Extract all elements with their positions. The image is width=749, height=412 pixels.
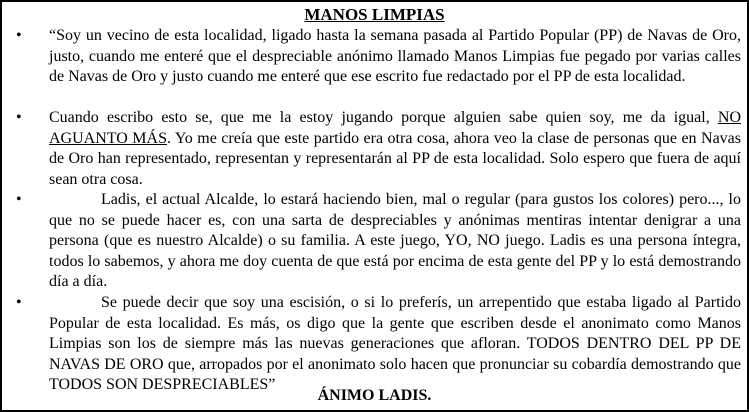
- bullet-2: •: [16, 109, 22, 126]
- paragraph-1: “Soy un vecino de esta localidad, ligado hasta la semana pasada al Partido Popular (PP) de Navas de Oro, justo, cuando me enteré que el despreciable anónimo llamado Manos Limpias fue pegado por varias calles de Navas de Oro y justo cuando me enteré que ese escrito fue redactado por el PP de esta localidad.: [49, 27, 741, 85]
- paragraph-3-text: Ladis, el actual Alcalde, lo estará haciendo bien, mal o regular (para gustos los colores) pero..., lo que no se puede hacer es, con una sarta de despreciables y anónimas mentiras intentar denigrar a una persona (que es nuestro Alcalde) o su familia. A este juego, YO, NO juego. Ladis es una persona íntegra, todos lo sabemos, y ahora me doy cuenta de que está por encima de esta gente del PP y lo está demostrando día a día.: [49, 191, 741, 290]
- paragraph-2: [49, 108, 741, 190]
- paragraph-2-text-a: Cuando escribo esto se, que me la estoy jugando porque alguien sabe quien soy, me da igual,: [49, 109, 718, 126]
- paragraph-4-text: Se puede decir que soy una escisión, o si lo preferís, un arrepentido que estaba ligado al Partido Popular de esta localidad. Es más, os digo que la gente que escriben desde el anonimato como Manos Limpias son los de siempre más las nuevas generaciones que afloran. TODOS DENTRO DEL PP DE NAVAS DE ORO que, arropados por el anonimato solo hacen que pronunciar su cobardía demostrando que TODOS SON DESPRECIABLES”: [49, 294, 741, 393]
- bullet-1: •: [16, 27, 22, 44]
- paragraph-2-underlined: NO AGUANTO MÁS: [49, 109, 741, 147]
- paragraph-2-text-b: . Yo me creía que este partido era otra cosa, ahora veo la clase de personas que en Navas de Oro han representado, representan y representarán al PP de esta localidad. Solo espero que fuera de aquí sean otra cosa.: [49, 129, 741, 188]
- paragraph-4: [49, 293, 741, 396]
- document-title: MANOS LIMPIAS: [304, 5, 445, 24]
- paragraph-3: [49, 190, 741, 293]
- bullet-4: •: [16, 294, 22, 311]
- bullet-3: •: [16, 191, 22, 208]
- closing-line: ÁNIMO LADIS.: [317, 387, 432, 404]
